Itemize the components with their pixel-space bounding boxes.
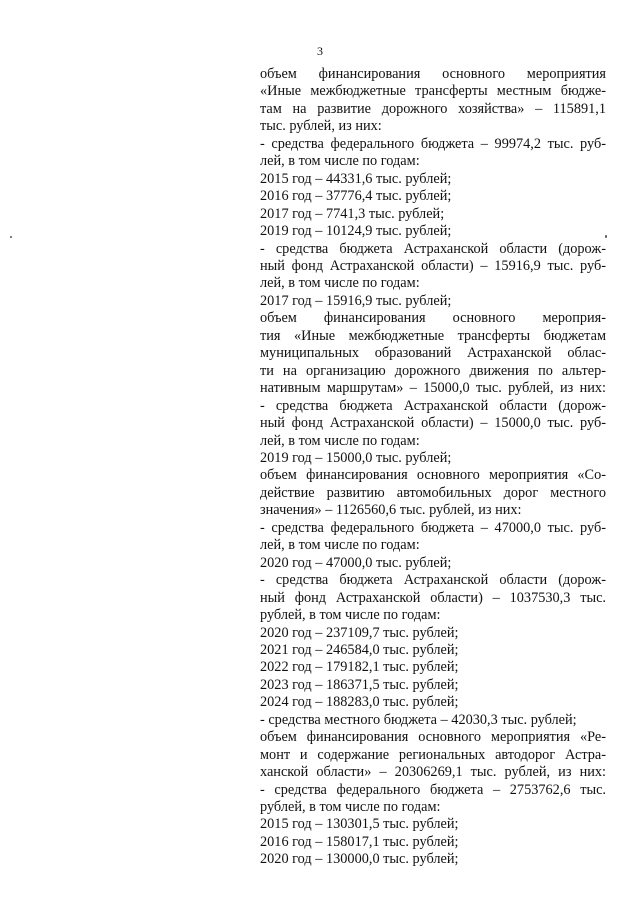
text-line: лей, в том числе по годам: [260, 537, 420, 554]
text-line: 2020 год – 47000,0 тыс. рублей; [260, 554, 452, 571]
text-line: - средства федерального бюджета – 2753762,6 тыс. [260, 781, 606, 798]
text-line: объем финансирования основного мероприятия «Ре- [260, 729, 606, 746]
text-line: объем финансирования основного мероприятия «Со- [260, 467, 606, 484]
text-line: - средства бюджета Астраханской области (дорож- [260, 572, 606, 589]
scan-speck [10, 236, 12, 238]
text-line: объем финансирования основного мероприя- [260, 310, 606, 327]
text-line: 2017 год – 7741,3 тыс. рублей; [260, 205, 445, 222]
text-line: рублей, в том числе по годам: [260, 799, 441, 816]
page-number: 3 [317, 44, 323, 58]
text-line: рублей, в том числе по годам: [260, 607, 441, 624]
text-line: - средства федерального бюджета – 99974,2 тыс. руб- [260, 135, 606, 152]
body-text [260, 66, 606, 869]
text-line: 2023 год – 186371,5 тыс. рублей; [260, 676, 459, 693]
text-line: 2021 год – 246584,0 тыс. рублей; [260, 641, 459, 658]
text-line: 2015 год – 130301,5 тыс. рублей; [260, 816, 459, 833]
text-line: ханской области» – 20306269,1 тыс. рублей, из них: [260, 764, 606, 781]
text-line: «Иные межбюджетные трансферты местным бюдже- [260, 83, 606, 100]
text-line: 2016 год – 37776,4 тыс. рублей; [260, 188, 452, 205]
text-line: объем финансирования основного мероприятия [260, 66, 606, 82]
text-line: 2015 год – 44331,6 тыс. рублей; [260, 170, 452, 187]
text-line: 2019 год – 15000,0 тыс. рублей; [260, 449, 452, 466]
text-line: тия «Иные межбюджетные трансферты бюджетам [260, 327, 606, 344]
text-line: нативным маршрутам» – 15000,0 тыс. рублей, из них: [260, 380, 606, 397]
text-line: 2020 год – 130000,0 тыс. рублей; [260, 851, 459, 868]
text-line: ный фонд Астраханской области) – 15916,9 тыс. руб- [260, 257, 606, 274]
text-line: лей, в том числе по годам: [260, 153, 420, 170]
text-line: 2016 год – 158017,1 тыс. рублей; [260, 833, 459, 850]
text-line: - средства федерального бюджета – 47000,0 тыс. руб- [260, 519, 606, 536]
text-line: муниципальных образований Астраханской облас- [260, 345, 606, 362]
text-line: лей, в том числе по годам: [260, 432, 420, 449]
text-line: 2022 год – 179182,1 тыс. рублей; [260, 659, 459, 676]
text-line: тыс. рублей, из них: [260, 118, 382, 135]
text-line: - средства местного бюджета – 42030,3 тыс. рублей; [260, 711, 577, 728]
text-line: лей, в том числе по годам: [260, 275, 420, 292]
text-line: ный фонд Астраханской области) – 1037530,3 тыс. [260, 589, 606, 606]
text-line: там на развитие дорожного хозяйства» – 115891,1 [260, 100, 606, 117]
text-line: монт и содержание региональных автодорог Астра- [260, 746, 606, 763]
scan-speck [605, 235, 607, 238]
text-line: действие развитию автомобильных дорог местного [260, 484, 606, 501]
text-line: 2020 год – 237109,7 тыс. рублей; [260, 624, 459, 641]
text-line: значения» – 1126560,6 тыс. рублей, из них: [260, 502, 522, 519]
text-line: - средства бюджета Астраханской области (дорож- [260, 397, 606, 414]
text-line: 2024 год – 188283,0 тыс. рублей; [260, 694, 459, 711]
text-line: - средства бюджета Астраханской области (дорож- [260, 240, 606, 257]
text-line: ный фонд Астраханской области) – 15000,0 тыс. руб- [260, 415, 606, 432]
text-line: 2019 год – 10124,9 тыс. рублей; [260, 223, 452, 240]
text-line: ти на организацию дорожного движения по альтер- [260, 362, 606, 379]
text-line: 2017 год – 15916,9 тыс. рублей; [260, 292, 452, 309]
